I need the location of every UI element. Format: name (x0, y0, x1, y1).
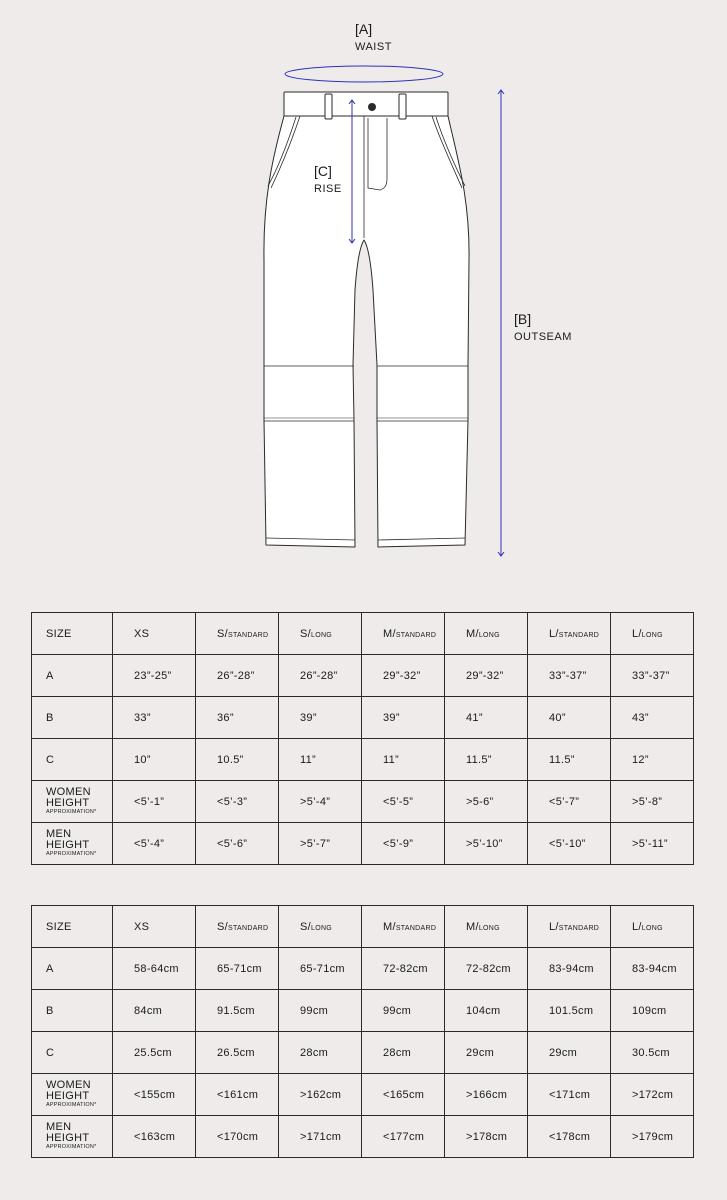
table-cell: 83-94cm (611, 948, 694, 990)
row-label-b: B (32, 990, 113, 1032)
size-l-long: L/LONG (611, 906, 694, 948)
pants-body (264, 116, 469, 547)
row-label-c: C (32, 739, 113, 781)
row-label-men-height: MEN HEIGHT APPROXIMATION* (32, 1116, 113, 1158)
table-row (32, 655, 694, 697)
table-cell: >166cm (445, 1074, 528, 1116)
table-row (32, 1074, 694, 1116)
table-cell: >179cm (611, 1116, 694, 1158)
table-cell: 29cm (528, 1032, 611, 1074)
table-cell: 72-82cm (362, 948, 445, 990)
table-cell: <5’-4” (113, 823, 196, 865)
table-cell: <165cm (362, 1074, 445, 1116)
outseam-letter: [B] (514, 311, 532, 327)
table-cell: 30.5cm (611, 1032, 694, 1074)
table-row (32, 823, 694, 865)
size-l-standard: L/STANDARD (528, 906, 611, 948)
table-cell: 11.5” (445, 739, 528, 781)
table-cell: >162cm (279, 1074, 362, 1116)
row-label-a: A (32, 948, 113, 990)
table-cell: 43” (611, 697, 694, 739)
table-cell: <163cm (113, 1116, 196, 1158)
table-cell: <155cm (113, 1074, 196, 1116)
table-cell: 99cm (279, 990, 362, 1032)
row-label-women-height: WOMEN HEIGHT APPROXIMATION* (32, 781, 113, 823)
table-cell: <177cm (362, 1116, 445, 1158)
table-cell: >5’-8” (611, 781, 694, 823)
table-cell: 65-71cm (196, 948, 279, 990)
table-cell: 41” (445, 697, 528, 739)
table-cell: 83-94cm (528, 948, 611, 990)
table-cell: <178cm (528, 1116, 611, 1158)
row-label-men-height: MEN HEIGHT APPROXIMATION* (32, 823, 113, 865)
row-label-b: B (32, 697, 113, 739)
table-cell: <171cm (528, 1074, 611, 1116)
table-cell: 101.5cm (528, 990, 611, 1032)
waist-measure-ellipse (285, 66, 443, 82)
table-cell: >171cm (279, 1116, 362, 1158)
waist-label: WAIST (355, 41, 392, 53)
table-cell: <5’-6” (196, 823, 279, 865)
table-cell: 28cm (279, 1032, 362, 1074)
table-row (32, 1116, 694, 1158)
table-cell: 26”-28” (196, 655, 279, 697)
table-cell: <170cm (196, 1116, 279, 1158)
belt-loop-right (399, 94, 406, 119)
table-cell: 33”-37” (611, 655, 694, 697)
rise-label: RISE (314, 183, 342, 195)
table-cell: 39” (362, 697, 445, 739)
table-cell: 40” (528, 697, 611, 739)
table-cell: 11.5” (528, 739, 611, 781)
table-cell: <5’-3” (196, 781, 279, 823)
size-s-long: S/LONG (279, 906, 362, 948)
table-row (32, 739, 694, 781)
table-cell: 65-71cm (279, 948, 362, 990)
rise-letter: [C] (314, 163, 332, 179)
size-l-standard: L/STANDARD (528, 613, 611, 655)
size-m-standard: M/STANDARD (362, 613, 445, 655)
table-cell: >5’-4” (279, 781, 362, 823)
table-cell: 99cm (362, 990, 445, 1032)
table-cell: 29”-32” (362, 655, 445, 697)
table-cell: 104cm (445, 990, 528, 1032)
table-header-row (32, 906, 694, 948)
size-s-standard: S/STANDARD (196, 906, 279, 948)
size-m-standard: M/STANDARD (362, 906, 445, 948)
size-s-long: S/LONG (279, 613, 362, 655)
table-row (32, 697, 694, 739)
table-header-row (32, 613, 694, 655)
table-cell: 23”-25” (113, 655, 196, 697)
size-l-long: L/LONG (611, 613, 694, 655)
table-cell: 26”-28” (279, 655, 362, 697)
table-row (32, 1032, 694, 1074)
table-cell: 84cm (113, 990, 196, 1032)
pants-diagram (0, 0, 727, 580)
table-cell: <161cm (196, 1074, 279, 1116)
table-cell: >5-6” (445, 781, 528, 823)
size-table-inches (31, 612, 694, 865)
table-cell: 33”-37” (528, 655, 611, 697)
table-row (32, 781, 694, 823)
table-cell: <5’-1” (113, 781, 196, 823)
waistband (284, 92, 448, 116)
table-cell: >178cm (445, 1116, 528, 1158)
table-cell: 26.5cm (196, 1032, 279, 1074)
belt-loop-left (325, 94, 332, 119)
table-row (32, 990, 694, 1032)
table-cell: >5’-10” (445, 823, 528, 865)
table-cell: 28cm (362, 1032, 445, 1074)
table-cell: 72-82cm (445, 948, 528, 990)
table-cell: 12” (611, 739, 694, 781)
table-cell: >172cm (611, 1074, 694, 1116)
table-cell: 39” (279, 697, 362, 739)
table-cell: 91.5cm (196, 990, 279, 1032)
size-table-cm (31, 905, 694, 1158)
table-cell: 11” (362, 739, 445, 781)
table-cell: 10.5” (196, 739, 279, 781)
table-cell: 10” (113, 739, 196, 781)
row-label-a: A (32, 655, 113, 697)
outseam-label: OUTSEAM (514, 331, 572, 343)
table-cell: 11” (279, 739, 362, 781)
table-cell: 109cm (611, 990, 694, 1032)
table-cell: 29cm (445, 1032, 528, 1074)
size-m-long: M/LONG (445, 906, 528, 948)
pants-illustration (0, 0, 727, 580)
table-cell: 58-64cm (113, 948, 196, 990)
table-cell: 29”-32” (445, 655, 528, 697)
table-cell: >5’-7” (279, 823, 362, 865)
table-cell: >5’-11” (611, 823, 694, 865)
size-s-standard: S/STANDARD (196, 613, 279, 655)
table-cell: <5’-10” (528, 823, 611, 865)
row-label-c: C (32, 1032, 113, 1074)
table-cell: 36” (196, 697, 279, 739)
waist-letter: [A] (355, 21, 373, 37)
table-row (32, 948, 694, 990)
size-xs: XS (113, 906, 196, 948)
table-cell: 33” (113, 697, 196, 739)
size-header: SIZE (32, 906, 113, 948)
size-header: SIZE (32, 613, 113, 655)
table-cell: <5’-5” (362, 781, 445, 823)
size-xs: XS (113, 613, 196, 655)
table-cell: <5’-7” (528, 781, 611, 823)
row-label-women-height: WOMEN HEIGHT APPROXIMATION* (32, 1074, 113, 1116)
waist-button (368, 103, 376, 111)
table-cell: <5’-9” (362, 823, 445, 865)
table-cell: 25.5cm (113, 1032, 196, 1074)
size-m-long: M/LONG (445, 613, 528, 655)
